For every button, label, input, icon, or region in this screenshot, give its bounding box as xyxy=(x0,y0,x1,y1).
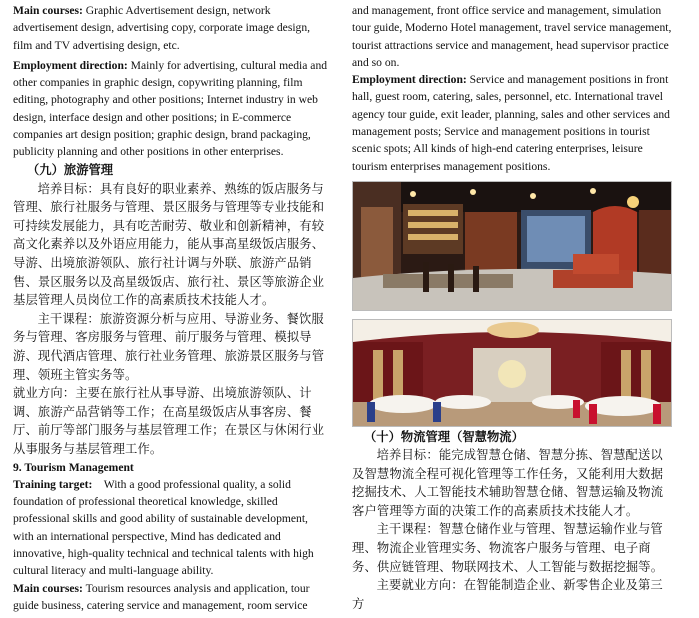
courses-logistics-zh: 主干课程：智慧仓储作业与管理、智慧运输作业与管理、物流企业管理实务、物流客户服务与管理、电子商务、供应链管理、物联网技术、人工智能与数据挖掘等。 xyxy=(352,522,664,574)
label: Main courses: xyxy=(13,581,83,595)
heading-logistics-zh: （十）物流管理（智慧物流） xyxy=(364,429,524,444)
training-target-tourism-en xyxy=(13,476,331,580)
text: Mainly for advertising, cultural media and other companies in graphic design, copywriting planning, film editing, photography and other positions; Internet industry in web design, interface design and other positions; in E-commerce companies art design position; graphic design, brand packaging, publicity planning and other positions in other enterprises. xyxy=(13,58,328,159)
text: Graphic Advertisement design, network advertisement design, advertising copy, corporate image design, film and TV advertising design, etc. xyxy=(13,4,311,52)
hotel-dining-photo xyxy=(352,319,672,427)
text: With a good professional quality, a solid foundation of professional theoretical knowledge, skilled professional skills and good ability of sustainable development, with an international perspective, Mind has dedicated and innovative, high-quality technical and technical talents with high cultural literacy and multi-language ability. xyxy=(13,477,314,578)
hotel-bar-photo xyxy=(352,181,672,311)
courses-continued: and management, front office service and management, simulation tour guide, Moderno Hotel management, travel service management, tourist attractions service and management, head supervisor practice and so on. xyxy=(352,4,672,69)
label: Training target: xyxy=(13,477,93,491)
employment-logistics-zh: 主要就业方向：在智能制造企业、新零售企业及第三方 xyxy=(352,578,663,611)
heading-tourism-zh: （九）旅游管理 xyxy=(27,162,114,177)
employment-tourism-zh: 就业方向：主要在旅行社从事导游、出境旅游领队、计调、旅游产品营销等工作；在高星级饭店从事客房、餐厅、前厅等部门服务与基层管理工作；在景区与休闲行业从事服务与基层管理工作。 xyxy=(13,386,325,456)
text: Service and management positions in front hall, guest room, catering, sales, personnel, etc. International travel agency tour guide, exit leader, planning, sales and other services and management posts; Service and management positions in tourist scenic spots; All kinds of high-end catering enterprises, leisure tourism enterprises management positions. xyxy=(352,73,670,173)
label: Main courses: xyxy=(13,4,83,17)
courses-tourism-zh: 主干课程：旅游资源分析与应用、导游业务、餐饮服务与管理、客房服务与管理、前厅服务与管理、模拟导游、现代酒店管理、旅行社业务管理、旅游景区服务与管理、领班主管实务等。 xyxy=(13,311,325,382)
right-column xyxy=(352,2,674,613)
training-target-tourism-zh: 培养目标：具有良好的职业素养、熟练的饭店服务与管理、旅行社服务与管理、景区服务与管理等专业技能和可持续发展能力，具有吃苦耐劳、敬业和创新精神，有较高文化素养以及外语应用能力，能从事高星级饭店服务、导游、出境旅游领队、旅行社计调与外联、旅游产品销售、景区服务以及高星级饭店、旅行社、景区等旅游企业基层管理人员岗位工作的高素质技术技能人才。 xyxy=(13,181,325,308)
main-courses-graphic xyxy=(13,2,331,54)
label: Employment direction: xyxy=(13,58,128,72)
heading-tourism-en: 9. Tourism Management xyxy=(13,460,134,474)
employment-graphic xyxy=(13,57,331,161)
label: Employment direction: xyxy=(352,73,467,87)
employment-tourism-en xyxy=(352,71,674,175)
hotel-dining-image xyxy=(353,320,671,426)
left-column xyxy=(13,2,331,614)
hotel-bar-image xyxy=(353,182,671,310)
text: Tourism resources analysis and application, tour guide business, catering service and management, room service xyxy=(13,581,310,612)
training-target-logistics-zh: 培养目标：能完成智慧仓储、智慧分拣、智慧配送以及智慧物流全程可视化管理等工作任务，又能利用大数据挖掘技术、人工智能技术辅助智慧仓储、智慧运输及物流客户管理等方面的决策工作的高素质技术技能人才。 xyxy=(352,447,664,518)
main-courses-tourism-en xyxy=(13,580,331,615)
